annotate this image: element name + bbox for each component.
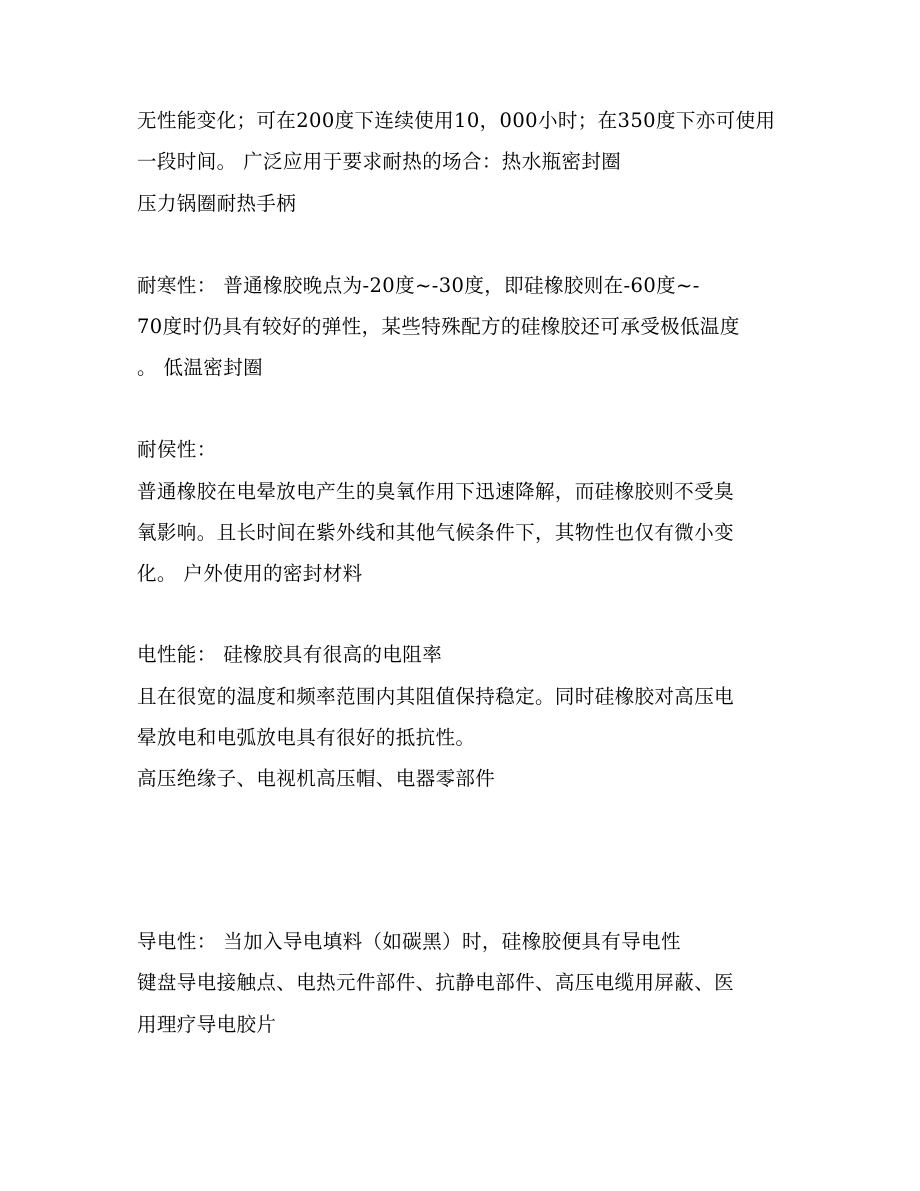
text-line: 耐寒性： 普通橡胶晚点为-20度~-30度，即硅橡胶则在-60度~-: [137, 274, 700, 297]
text-line: 一段时间。 广泛应用于要求耐热的场合：热水瓶密封圈: [137, 150, 622, 173]
text-line: 晕放电和电弧放电具有很好的抵抗性。: [137, 726, 476, 749]
text-line: 70度时仍具有较好的弹性，某些特殊配方的硅橡胶还可承受极低温度: [137, 315, 740, 338]
section-heading: 耐侯性：: [137, 438, 217, 461]
text-line: 普通橡胶在电晕放电产生的臭氧作用下迅速降解，而硅橡胶则不受臭: [137, 480, 735, 503]
text-line: 化。 户外使用的密封材料: [137, 562, 363, 585]
text-line: 导电性： 当加入导电填料（如碳黑）时，硅橡胶便具有导电性: [137, 930, 681, 953]
text-line: 键盘导电接触点、电热元件部件、抗静电部件、高压电缆用屏蔽、医: [137, 971, 735, 994]
text-line: 电性能： 硅橡胶具有很高的电阻率: [137, 643, 443, 666]
text-line: 用理疗导电胶片: [137, 1013, 277, 1036]
text-line: 无性能变化；可在200度下连续使用10，000小时；在350度下亦可使用: [137, 109, 776, 132]
text-line: 且在很宽的温度和频率范围内其阻值保持稳定。同时硅橡胶对高压电: [137, 685, 735, 708]
text-line: 氧影响。且长时间在紫外线和其他气候条件下，其物性也仅有微小变: [137, 521, 735, 544]
text-line: 。 低温密封圈: [137, 356, 263, 379]
text-line: 压力锅圈耐热手柄: [137, 192, 297, 215]
text-line: 高压绝缘子、电视机高压帽、电器零部件: [137, 767, 496, 790]
